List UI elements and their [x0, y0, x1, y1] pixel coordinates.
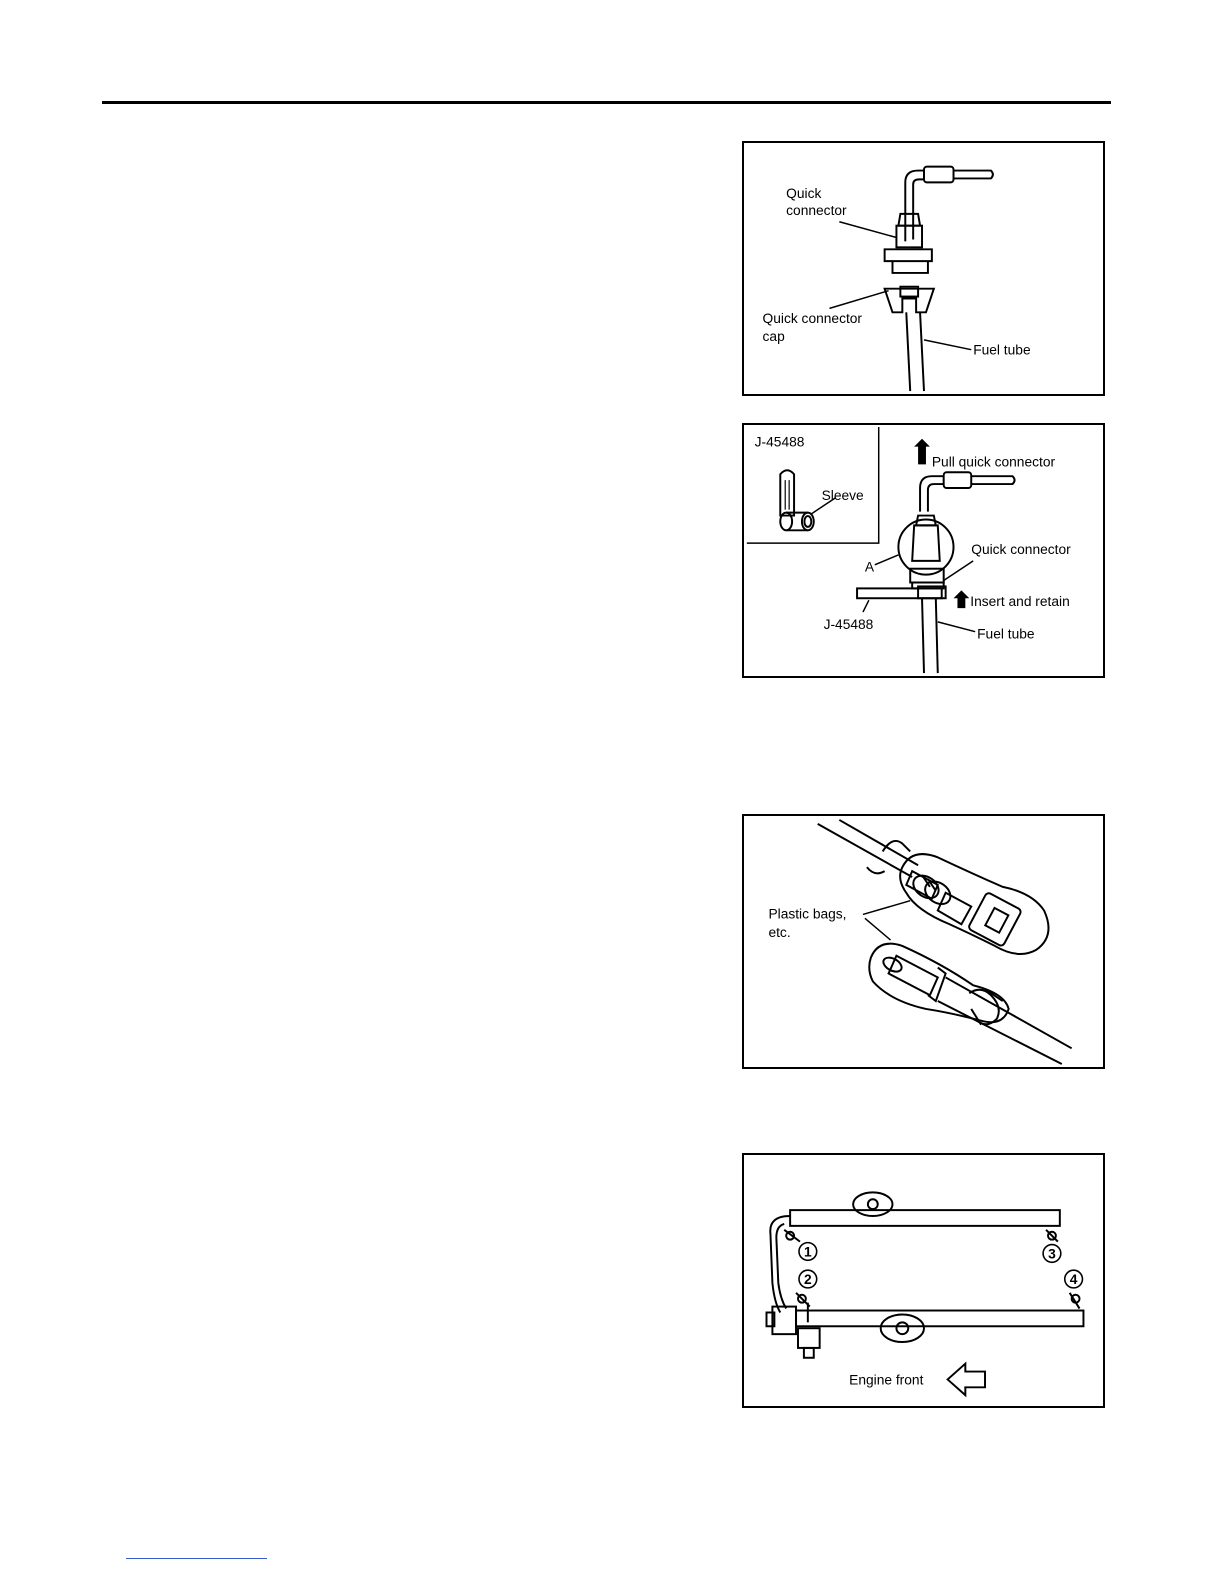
pull-arrow-icon	[914, 439, 930, 465]
bolt-number-4	[1065, 1270, 1083, 1288]
label-quick-connector: Quick connector	[971, 541, 1071, 557]
label-engine-front: Engine front	[849, 1372, 924, 1388]
figure-quick-connector	[742, 141, 1105, 396]
label-fuel-tube: Fuel tube	[977, 626, 1035, 642]
label-quick-connector-cap-line1: Quick connector	[762, 311, 863, 327]
label-fuel-tube: Fuel tube	[973, 342, 1031, 358]
bolt-number-3	[1043, 1245, 1061, 1263]
svg-text:4: 4	[1069, 1271, 1078, 1287]
quick-connector-illustration	[744, 143, 1103, 394]
svg-text:1: 1	[804, 1244, 812, 1260]
bolt-number-1	[799, 1243, 817, 1261]
fuel-rail-illustration	[744, 1155, 1103, 1406]
label-quick-connector-cap-line2: cap	[762, 328, 785, 344]
label-quick-connector-line1: Quick	[786, 186, 822, 202]
removal-tool-illustration	[744, 425, 1103, 676]
figure-fuel-rail	[742, 1153, 1105, 1408]
svg-text:3: 3	[1048, 1246, 1056, 1262]
bolt-number-2	[799, 1270, 817, 1288]
figure-removal-tool	[742, 423, 1105, 678]
insert-arrow-icon	[954, 590, 970, 608]
figure-plastic-bags	[742, 814, 1105, 1069]
label-pull-quick-connector: Pull quick connector	[931, 454, 1056, 470]
header-rule	[102, 101, 1111, 104]
engine-front-arrow-icon	[948, 1364, 985, 1395]
footer-link-underline[interactable]	[126, 1558, 267, 1559]
label-tool-number: J-45488	[823, 616, 874, 632]
label-plastic-bags-line1: Plastic bags,	[768, 906, 847, 922]
label-plastic-bags-line2: etc.	[768, 925, 791, 941]
label-quick-connector-line2: connector	[786, 202, 847, 218]
label-insert-and-retain: Insert and retain	[970, 594, 1070, 610]
label-sleeve: Sleeve	[821, 487, 864, 503]
svg-text:2: 2	[804, 1271, 812, 1287]
plastic-bags-illustration	[744, 816, 1103, 1067]
label-detail-a: A	[864, 559, 875, 575]
label-tool-number-inset: J-45488	[754, 434, 805, 450]
